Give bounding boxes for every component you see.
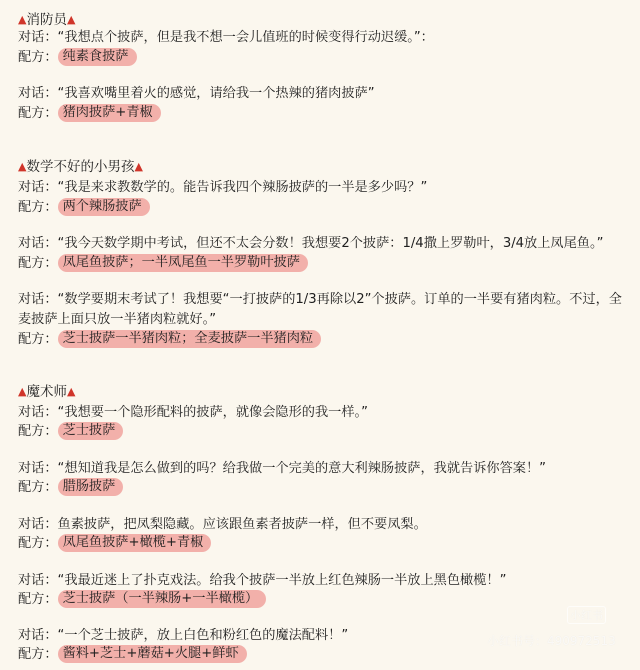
watermark-id: 小红书号：490972513 bbox=[487, 634, 616, 648]
recipe-highlight: 酱料+芝士+蘑菇+火腿+鲜虾 bbox=[58, 645, 247, 663]
red-triangle-icon: ▲ bbox=[66, 385, 76, 398]
recipe-prefix: 配方： bbox=[18, 592, 58, 607]
dialogue-line: 对话：“想知道我是怎么做到的吗？给我做一个完美的意大利辣肠披萨，我就告诉你答案！” bbox=[18, 461, 546, 476]
recipe-highlight: 凤尾鱼披萨+橄榄+青椒 bbox=[58, 534, 212, 552]
recipe-highlight: 芝士披萨一半猪肉粒；全麦披萨一半猪肉粒 bbox=[58, 330, 322, 348]
recipe-line bbox=[18, 330, 321, 350]
recipe-line bbox=[18, 104, 161, 124]
section-title-magician bbox=[18, 382, 75, 402]
red-triangle-icon: ▲ bbox=[134, 160, 143, 173]
section-title-text: 数学不好的小男孩 bbox=[26, 159, 135, 175]
recipe-line bbox=[18, 198, 150, 218]
recipe-prefix: 配方： bbox=[18, 50, 58, 65]
dialogue-line: 对话：“我想要一个隐形配料的披萨，就像会隐形的我一样。” bbox=[18, 405, 368, 420]
watermark-logo: 小红书 bbox=[567, 606, 606, 624]
recipe-prefix: 配方： bbox=[18, 200, 58, 215]
recipe-line bbox=[18, 534, 211, 554]
red-triangle-icon: ▲ bbox=[66, 13, 76, 26]
dialogue-line: 对话：“一个芝士披萨，放上白色和粉红色的魔法配料！” bbox=[18, 628, 349, 643]
dialogue-line: 对话：“我今天数学期中考试，但还不太会分数！我想要2个披萨：1/4撒上罗勒叶，3/4放上凤尾鱼。” bbox=[18, 236, 604, 251]
dialogue-line: 对话：“我最近迷上了扑克戏法。给我个披萨一半放上红色辣肠一半放上黑色橄榄！” bbox=[18, 573, 507, 588]
red-triangle-icon: ▲ bbox=[18, 13, 27, 26]
recipe-highlight: 腊肠披萨 bbox=[58, 478, 124, 496]
recipe-line bbox=[18, 478, 123, 498]
dialogue-line: 对话：“我想点个披萨，但是我不想一会儿值班的时候变得行动迟缓。”： bbox=[18, 30, 434, 45]
recipe-line bbox=[18, 590, 266, 610]
red-triangle-icon: ▲ bbox=[18, 385, 27, 398]
recipe-highlight: 两个辣肠披萨 bbox=[58, 198, 150, 216]
section-title-firefighter bbox=[18, 10, 75, 30]
red-triangle-icon: ▲ bbox=[18, 160, 27, 173]
recipe-highlight: 芝士披萨（一半辣肠+一半橄榄） bbox=[58, 590, 267, 608]
recipe-highlight: 凤尾鱼披萨；一半凤尾鱼一半罗勒叶披萨 bbox=[58, 254, 308, 272]
section-title-text: 消防员 bbox=[26, 12, 67, 28]
recipe-prefix: 配方： bbox=[18, 106, 58, 121]
dialogue-line: 对话：“我喜欢嘴里着火的感觉，请给我一个热辣的猪肉披萨” bbox=[18, 86, 375, 101]
recipe-highlight: 纯素食披萨 bbox=[58, 48, 137, 66]
recipe-highlight: 猪肉披萨+青椒 bbox=[58, 104, 161, 122]
section-title-math-boy bbox=[18, 157, 143, 177]
recipe-prefix: 配方： bbox=[18, 424, 58, 439]
recipe-line bbox=[18, 645, 247, 665]
dialogue-line: 对话：“数学要期末考试了！我想要“一打披萨的1/3再除以2”个披萨。订单的一半要有猪肉粒。不过，全麦披萨上面只放一半猪肉粒就好。” bbox=[18, 292, 622, 327]
recipe-line bbox=[18, 48, 137, 68]
dialogue-line: 对话：鱼素披萨，把凤梨隐藏。应该跟鱼素者披萨一样，但不要凤梨。 bbox=[18, 517, 427, 532]
dialogue-line: 对话：“我是来求教数学的。能告诉我四个辣肠披萨的一半是多少吗？” bbox=[18, 180, 428, 195]
recipe-line bbox=[18, 422, 123, 442]
recipe-prefix: 配方： bbox=[18, 480, 58, 495]
recipe-prefix: 配方： bbox=[18, 647, 58, 662]
recipe-prefix: 配方： bbox=[18, 332, 58, 347]
recipe-highlight: 芝士披萨 bbox=[58, 422, 124, 440]
section-title-text: 魔术师 bbox=[26, 384, 67, 400]
recipe-line bbox=[18, 254, 308, 274]
recipe-prefix: 配方： bbox=[18, 256, 58, 271]
recipe-prefix: 配方： bbox=[18, 536, 58, 551]
